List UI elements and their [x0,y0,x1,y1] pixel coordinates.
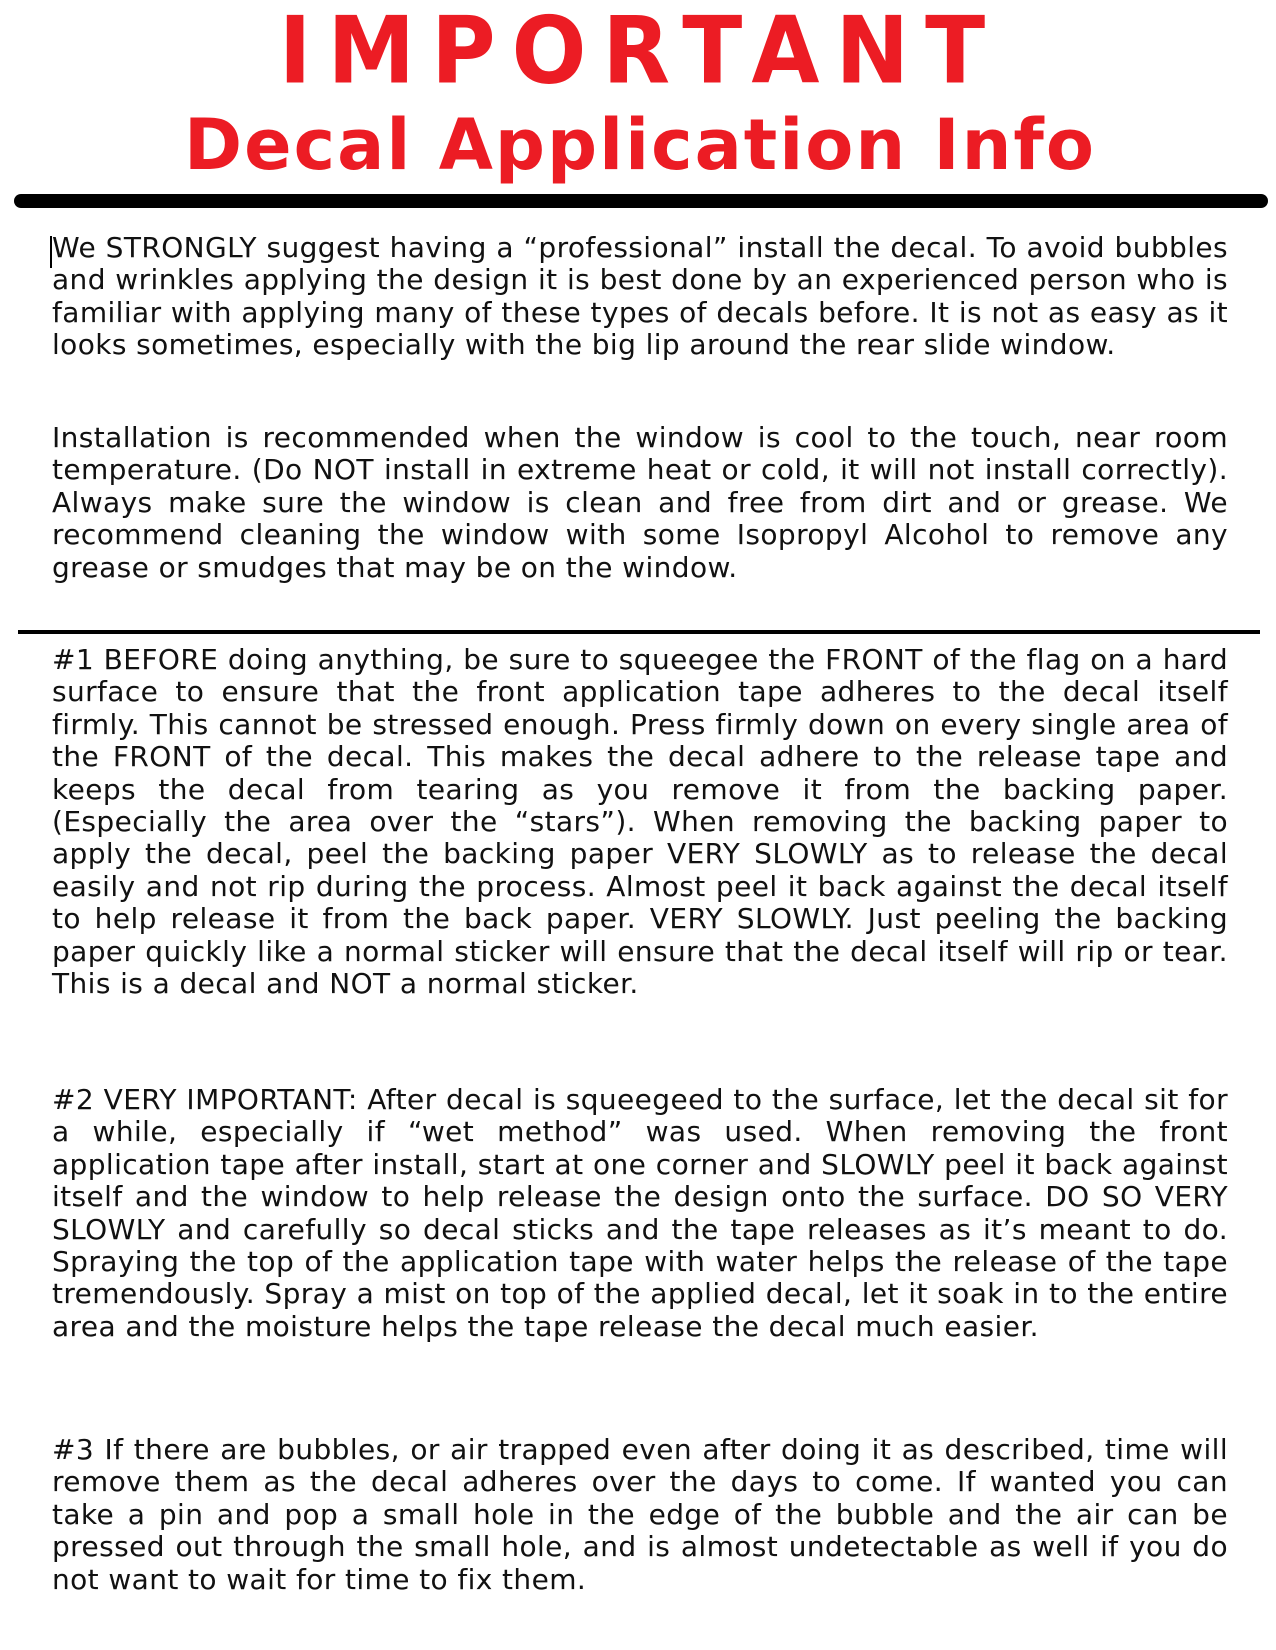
installation-paragraph[interactable]: Installation is recommended when the window is cool to the touch, near room temperature. (Do NOT install in extreme heat or cold, it will not install correctly). Always make sure the window is clean and free from dirt and or grease. We recommend cleaning the window with some Isopropyl Alcohol to remove any grease or smudges that may be on the window. [52,421,1228,584]
page-title: IMPORTANT [278,0,1002,105]
header-divider [14,194,1268,208]
intro-paragraph[interactable]: We STRONGLY suggest having a “professional” install the decal. To avoid bubbles and wrinkles applying the design it is best done by an experienced person who is familiar with applying many of these types of decals before. It is not as easy as it looks sometimes, especially with the big lip around the rear slide window. [52,231,1228,362]
step-3-paragraph[interactable]: #3 If there are bubbles, or air trapped even after doing it as described, time will remove them as the decal adheres over the days to come. If wanted you can take a pin and pop a small hole in the edge of the bubble and the air can be pressed out through the small hole, and is almost undetectable as well if you do not want to wait for time to fix them. [52,1433,1228,1596]
step-2-paragraph[interactable]: #2 VERY IMPORTANT: After decal is squeegeed to the surface, let the decal sit for a while, especially if “wet method” was used. When removing the front application tape after install, start at one corner and SLOWLY peel it back against itself and the window to help release the design onto the surface. DO SO VERY SLOWLY and carefully so decal sticks and the tape releases as it’s meant to do. Spraying the top of the application tape with water helps the release of the tape tremendously. Spray a mist on top of the applied decal, let it soak in to the entire area and the moisture helps the tape release the decal much easier. [52,1083,1228,1343]
page-subtitle: Decal Application Info [184,104,1096,186]
step-1-paragraph[interactable]: #1 BEFORE doing anything, be sure to squeegee the FRONT of the flag on a hard surface to ensure that the front application tape adheres to the decal itself firmly. This cannot be stressed enough. Press firmly down on every single area of the FRONT of the decal. This makes the decal adhere to the release tape and keeps the decal from tearing as you remove it from the backing paper. (Especially the area over the “stars”). When removing the backing paper to apply the decal, peel the backing paper VERY SLOWLY as to release the decal easily and not rip during the process. Almost peel it back against the decal itself to help release it from the back paper. VERY SLOWLY. Just peeling the backing paper quickly like a normal sticker will ensure that the decal itself will rip or tear. This is a decal and NOT a normal sticker. [52,643,1228,1001]
section-divider [18,630,1260,634]
